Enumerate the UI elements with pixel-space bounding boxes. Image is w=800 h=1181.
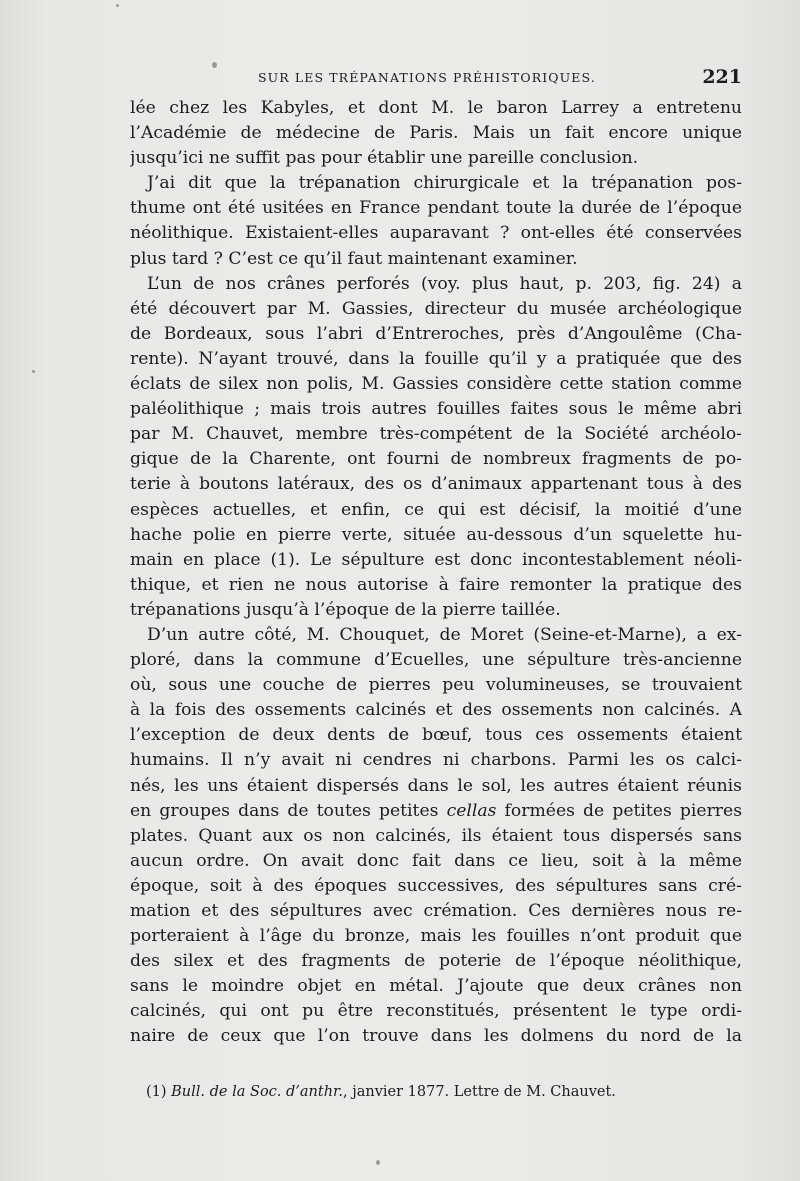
text-line: trépanations jusqu’à l’époque de la pierre taillée. bbox=[130, 599, 561, 620]
paragraph-start-line: J’ai dit que la trépanation chirurgicale et la trépanation pos- bbox=[147, 173, 742, 194]
footnote-text: , janvier 1877. Lettre de M. Chauvet. bbox=[343, 1084, 616, 1100]
text-line: paléolithique ; mais trois autres fouilles faites sous le même abri bbox=[130, 399, 742, 420]
text-line: mation et des sépultures avec crémation. Ces dernières nous re- bbox=[130, 901, 742, 921]
text-line: ploré, dans la commune d’Ecuelles, une sépulture très-ancienne bbox=[130, 650, 742, 671]
text-line: époque, soit à des époques successives, des sépultures sans cré- bbox=[130, 875, 742, 896]
text-line: à la fois des ossements calcinés et des ossements non calcinés. A bbox=[130, 700, 742, 721]
text-line: jusqu’ici ne suffit pas pour établir une pareille conclusion. bbox=[130, 148, 639, 169]
text-line: par M. Chauvet, membre très-compétent de la Société archéolo- bbox=[130, 424, 742, 445]
text-line: de Bordeaux, sous l’abri d’Entreroches, près d’Angoulême (Cha- bbox=[130, 323, 742, 344]
text-line: l’Académie de médecine de Paris. Mais un fait encore unique bbox=[130, 123, 742, 144]
text-line: lée chez les Kabyles, et dont M. le baron Larrey a entretenu bbox=[130, 98, 742, 118]
text-line: été découvert par M. Gassies, directeur du musée archéologique bbox=[130, 298, 742, 319]
text-line: des silex et des fragments de poterie de l’époque néolithique, bbox=[130, 951, 742, 972]
text-line: calcinés, qui ont pu être reconstitués, présentent le type ordi- bbox=[130, 1001, 742, 1022]
footnote-marker: (1) bbox=[146, 1084, 167, 1100]
text-line: néolithique. Existaient-elles auparavant ? ont-elles été conservées bbox=[130, 223, 742, 244]
paragraph-start-line: L’un de nos crânes perforés (voy. plus haut, p. 203, fig. 24) a bbox=[147, 273, 742, 294]
footnote bbox=[146, 1082, 742, 1102]
paper-speck bbox=[376, 1160, 380, 1165]
text-line: rente). N’ayant trouvé, dans la fouille qu’il y a pratiquée que des bbox=[130, 348, 742, 369]
text-line: humains. Il n’y avait ni cendres ni charbons. Parmi les os calci- bbox=[130, 750, 742, 771]
text-line: éclats de silex non polis, M. Gassies considère cette station comme bbox=[130, 374, 742, 395]
page-number: 221 bbox=[702, 66, 742, 88]
text-line: thique, et rien ne nous autorise à faire remonter la pratique des bbox=[130, 574, 742, 595]
text-segment: en groupes dans de toutes petites bbox=[130, 800, 439, 821]
text-line: espèces actuelles, et enfin, ce qui est décisif, la moitié d’une bbox=[130, 499, 742, 520]
paper-speck bbox=[212, 62, 217, 68]
text-line: où, sous une couche de pierres peu volumineuses, se trouvaient bbox=[130, 675, 742, 696]
paragraph-start-line: D’un autre côté, M. Chouquet, de Moret (Seine-et-Marne), a ex- bbox=[147, 624, 742, 645]
text-segment: formées de petites pierres bbox=[504, 800, 742, 821]
running-title: SUR LES TRÉPANATIONS PRÉHISTORIQUES. bbox=[258, 70, 596, 85]
text-line-with-italic bbox=[130, 799, 742, 824]
text-line: porteraient à l’âge du bronze, mais les fouilles n’ont produit que bbox=[130, 926, 742, 947]
text-line: hache polie en pierre verte, située au-dessous d’un squelette hu- bbox=[130, 524, 742, 545]
paper-speck bbox=[32, 370, 35, 373]
text-line: nés, les uns étaient dispersés dans le sol, les autres étaient réunis bbox=[130, 775, 742, 796]
text-line: aucun ordre. On avait donc fait dans ce lieu, soit à la même bbox=[130, 850, 742, 871]
paper-speck bbox=[116, 4, 119, 7]
text-line: plus tard ? C’est ce qu’il faut maintenant examiner. bbox=[130, 248, 578, 269]
text-line: terie à boutons latéraux, des os d’animaux appartenant tous à des bbox=[130, 474, 742, 495]
footnote-source: Bull. de la Soc. d’anthr. bbox=[171, 1084, 343, 1100]
body-text bbox=[130, 96, 742, 1050]
text-line: l’exception de deux dents de bœuf, tous ces ossements étaient bbox=[130, 725, 742, 746]
italic-word: cellas bbox=[446, 800, 497, 821]
text-line: plates. Quant aux os non calcinés, ils étaient tous dispersés sans bbox=[130, 825, 742, 846]
text-line: main en place (1). Le sépulture est donc incontestablement néoli- bbox=[130, 549, 742, 570]
running-head bbox=[130, 66, 742, 90]
text-line: sans le moindre objet en métal. J’ajoute que deux crânes non bbox=[130, 976, 742, 997]
text-line: thume ont été usitées en France pendant toute la durée de l’époque bbox=[130, 198, 742, 219]
text-line: gique de la Charente, ont fourni de nombreux fragments de po- bbox=[130, 449, 742, 470]
text-line: naire de ceux que l’on trouve dans les dolmens du nord de la bbox=[130, 1026, 742, 1047]
